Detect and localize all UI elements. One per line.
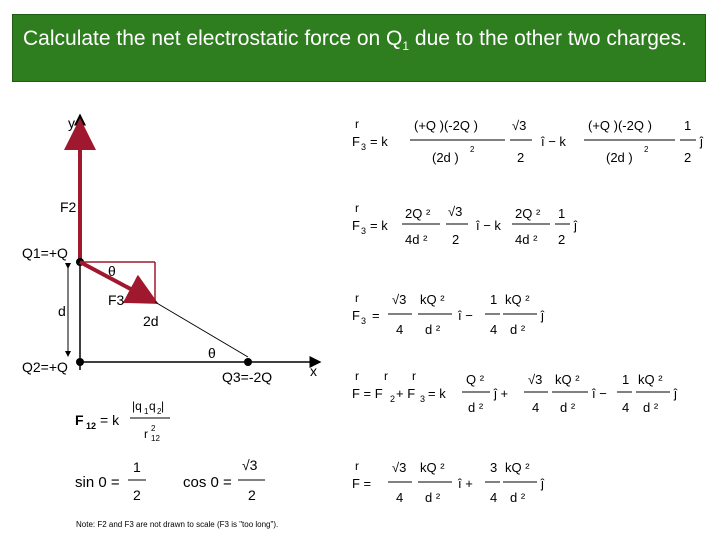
- svg-text:(+Q )(-2Q ): (+Q )(-2Q ): [414, 118, 478, 133]
- svg-text:d ²: d ²: [510, 322, 526, 337]
- svg-text:3: 3: [361, 226, 367, 236]
- svg-text:d ²: d ²: [468, 400, 484, 415]
- svg-text:ĵ: ĵ: [574, 218, 577, 233]
- svg-text:F: F: [352, 218, 360, 233]
- svg-text:2: 2: [151, 424, 156, 433]
- svg-text:î +: î +: [458, 476, 473, 491]
- svg-text:|q: |q: [132, 399, 142, 413]
- svg-text:d ²: d ²: [510, 490, 526, 505]
- x-axis-label: x: [310, 363, 317, 379]
- svg-text:kQ ²: kQ ²: [555, 372, 580, 387]
- svg-text:î −: î −: [592, 386, 607, 401]
- svg-text:î − k: î − k: [541, 134, 566, 149]
- svg-text:√3: √3: [392, 292, 407, 307]
- svg-text:sin 0 =: sin 0 =: [75, 474, 120, 491]
- svg-text:4d ²: 4d ²: [515, 232, 538, 247]
- svg-text:ĵ: ĵ: [700, 134, 703, 149]
- svg-text:=: =: [372, 308, 380, 323]
- svg-text:2: 2: [517, 150, 525, 165]
- svg-text:= k: = k: [428, 386, 446, 401]
- svg-text:r: r: [355, 291, 359, 305]
- svg-text:= k: = k: [370, 134, 388, 149]
- svg-text:î − k: î − k: [476, 218, 501, 233]
- svg-text:3: 3: [361, 316, 367, 326]
- svg-text:F: F: [352, 134, 360, 149]
- svg-text:4d ²: 4d ²: [405, 232, 428, 247]
- svg-text:1: 1: [133, 459, 141, 475]
- svg-text:2: 2: [558, 232, 566, 247]
- coulomb-formula: [75, 399, 170, 443]
- svg-text:|: |: [161, 399, 165, 413]
- svg-text:(+Q )(-2Q ): (+Q )(-2Q ): [588, 118, 652, 133]
- equation-4: [352, 369, 678, 415]
- svg-text:1: 1: [558, 206, 566, 221]
- svg-text:2Q ²: 2Q ²: [515, 206, 541, 221]
- f3-label: F3: [108, 292, 125, 308]
- svg-text:kQ ²: kQ ²: [638, 372, 663, 387]
- svg-text:kQ ²: kQ ²: [420, 292, 445, 307]
- svg-text:d ²: d ²: [643, 400, 659, 415]
- svg-text:2: 2: [248, 487, 256, 503]
- svg-text:1: 1: [622, 372, 630, 387]
- theta-top: θ: [108, 263, 116, 279]
- svg-text:d ²: d ²: [425, 490, 441, 505]
- svg-text:r: r: [355, 201, 359, 215]
- svg-text:ĵ: ĵ: [674, 386, 677, 401]
- svg-text:r: r: [355, 369, 359, 383]
- sin-formula: [75, 459, 146, 503]
- q3-charge: [244, 358, 252, 366]
- svg-text:1: 1: [490, 292, 498, 307]
- svg-text:+ F: + F: [396, 386, 416, 401]
- svg-text:12: 12: [86, 421, 97, 431]
- svg-text:r: r: [144, 427, 148, 441]
- svg-text:r: r: [412, 369, 416, 383]
- svg-text:r: r: [384, 369, 388, 383]
- svg-text:2: 2: [133, 487, 141, 503]
- svg-text:2: 2: [390, 394, 396, 404]
- svg-text:2: 2: [684, 150, 692, 165]
- svg-text:2: 2: [452, 232, 460, 247]
- equation-1: [352, 117, 704, 165]
- svg-text:(2d ): (2d ): [432, 150, 459, 165]
- svg-text:= k: = k: [100, 412, 120, 428]
- svg-text:ĵ: ĵ: [541, 476, 544, 491]
- svg-text:2Q ²: 2Q ²: [405, 206, 431, 221]
- q1-q3-line: [155, 302, 248, 357]
- svg-text:î −: î −: [458, 308, 473, 323]
- svg-text:kQ ²: kQ ²: [420, 460, 445, 475]
- distance-d: d: [58, 303, 66, 319]
- f2-label: F2: [60, 199, 77, 215]
- svg-text:1: 1: [144, 407, 149, 416]
- svg-text:12: 12: [151, 434, 160, 443]
- equation-5: [352, 459, 545, 505]
- svg-text:√3: √3: [242, 457, 258, 473]
- q1-label: Q1=+Q: [22, 245, 68, 261]
- svg-text:4: 4: [396, 490, 404, 505]
- distance-2d: 2d: [143, 313, 159, 329]
- theta-bottom: θ: [208, 345, 216, 361]
- svg-text:√3: √3: [448, 204, 463, 219]
- svg-text:kQ ²: kQ ²: [505, 460, 530, 475]
- svg-text:q: q: [149, 399, 156, 413]
- svg-text:2: 2: [157, 407, 162, 416]
- equation-3: [352, 291, 545, 337]
- y-axis-label: y: [68, 115, 75, 131]
- page-title: Calculate the net electrostatic force on $Q_1$ due to the other two charges.: [23, 27, 687, 54]
- svg-text:F =: F =: [352, 476, 372, 491]
- q3-label: Q3=-2Q: [222, 369, 273, 385]
- equation-2: [352, 201, 578, 247]
- svg-text:F = F: F = F: [352, 386, 383, 401]
- svg-text:4: 4: [490, 322, 498, 337]
- svg-text:2: 2: [644, 145, 649, 154]
- svg-text:3: 3: [361, 142, 367, 152]
- svg-text:4: 4: [532, 400, 540, 415]
- svg-text:kQ ²: kQ ²: [505, 292, 530, 307]
- svg-text:(2d ): (2d ): [606, 150, 633, 165]
- svg-text:r: r: [355, 117, 359, 131]
- svg-text:1: 1: [684, 118, 692, 133]
- svg-text:4: 4: [622, 400, 630, 415]
- svg-text:2: 2: [470, 145, 475, 154]
- svg-text:d ²: d ²: [425, 322, 441, 337]
- svg-text:cos 0 =: cos 0 =: [183, 474, 232, 491]
- svg-text:3: 3: [490, 460, 498, 475]
- svg-text:d ²: d ²: [560, 400, 576, 415]
- svg-text:4: 4: [396, 322, 404, 337]
- svg-text:√3: √3: [528, 372, 543, 387]
- scale-note: Note: F2 and F3 are not drawn to scale (F3 is "too long").: [76, 520, 279, 529]
- cos-formula: [183, 457, 265, 503]
- svg-text:4: 4: [490, 490, 498, 505]
- svg-text:3: 3: [420, 394, 426, 404]
- svg-text:√3: √3: [512, 118, 527, 133]
- svg-text:F: F: [352, 308, 360, 323]
- svg-text:ĵ +: ĵ +: [494, 386, 509, 401]
- svg-text:√3: √3: [392, 460, 407, 475]
- q2-label: Q2=+Q: [22, 359, 68, 375]
- svg-text:Q ²: Q ²: [466, 372, 485, 387]
- svg-text:r: r: [355, 459, 359, 473]
- svg-text:= k: = k: [370, 218, 388, 233]
- svg-text:F: F: [75, 412, 84, 428]
- svg-text:ĵ: ĵ: [541, 308, 544, 323]
